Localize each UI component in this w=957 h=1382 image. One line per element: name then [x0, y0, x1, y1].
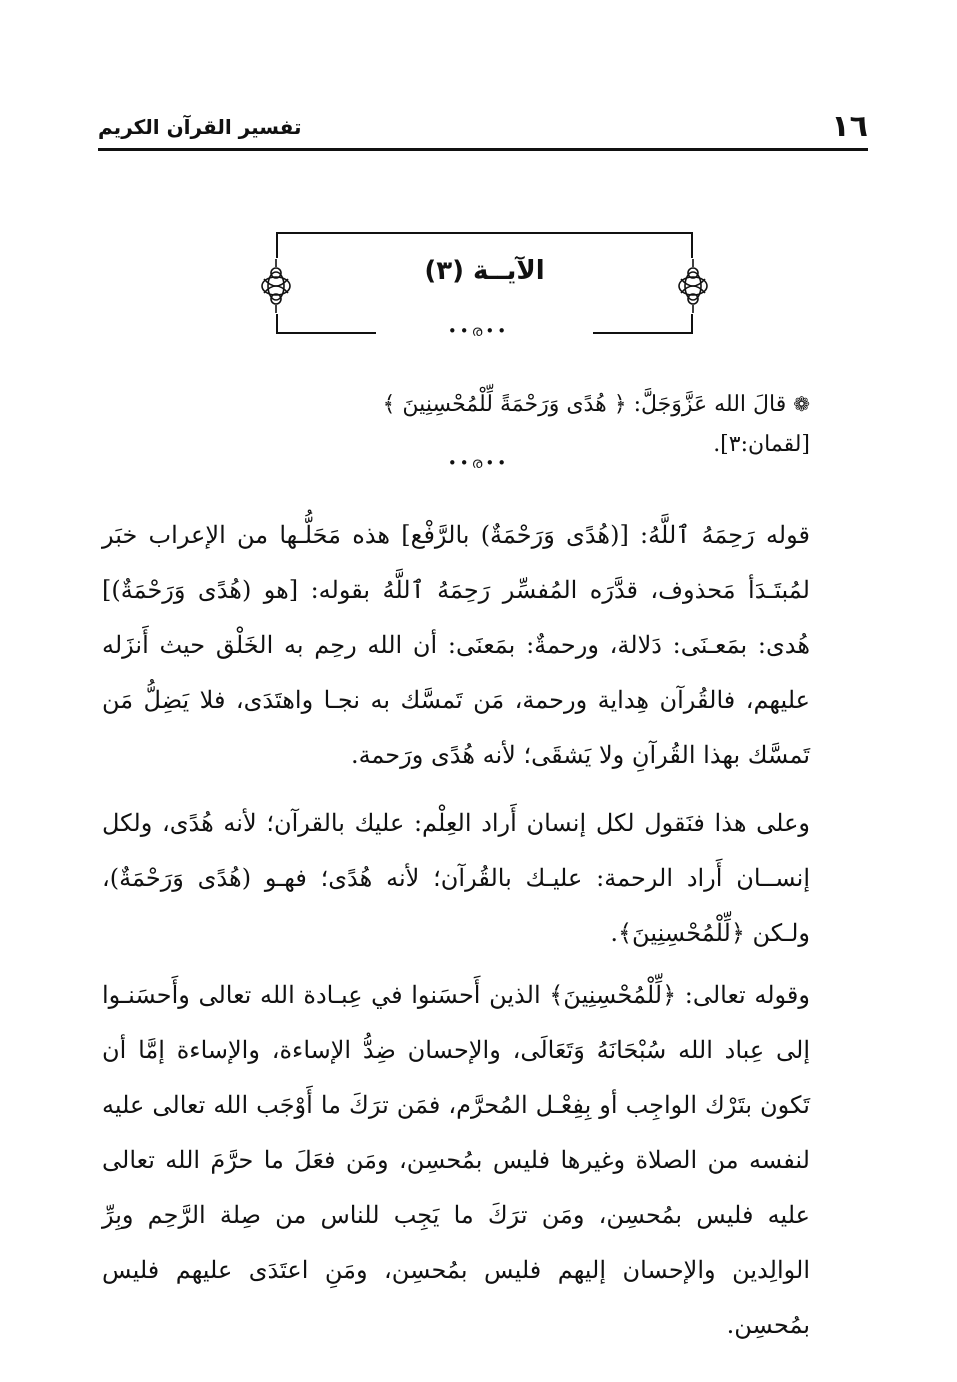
verse-quote	[300, 384, 810, 465]
verse-quote-text: قالَ الله عَزَّوَجَلَّ: ﴿ هُدًى وَرَحْمَةً لِّلْمُحْسِنِينَ ﴾ [لقمان:٣].	[382, 392, 810, 457]
paragraph: وقوله تعالى: ﴿لِّلْمُحْسِنِينَ﴾ الذين أَحسَنوا في عِبـادة الله تعالى وأَحسَنـوا إلى عِباد الله سُبْحَانَهُ وَتَعَالَى، والإحسان ضِدُّ الإساءة، والإساءة إمَّا أن تَكون بتَرْك الواجِب أو بِفِعْـل المُحرَّم، فمَن ترَكَ ما أَوْجَب الله تعالى عليه لنفسه من الصلاة وغيرها فليس بمُحسِن، ومَن فعَلَ ما حرَّمَ الله تعالى عليه فليس بمُحسِن، ومَن ترَكَ ما يَجِب للناس من صِلة الرَّحِم وبِرِّ الوالِدين والإحسان إليهم فليس بمُحسِن، ومَنِ اعتَدَى عليهم فليس بمُحسِن.	[102, 981, 810, 1339]
paragraph: قوله رَحِمَهُ ٱللَّهُ: [(هُدًى وَرَحْمَةٌ) بالرَّفْع] هذه مَحَلُّـها من الإعراب خبَر لمُبتَـدَأ مَحذوف، قدَّرَه المُفسِّر رَحِمَهُ ٱللَّهُ بقوله: [هو (هُدًى وَرَحْمَةٌ)] هُدى: بمَعـنَى: دَلالة، ورحمةٌ: بمَعنَى: أن الله رحِم به الخَلْق حيث أَنزَله عليهم، فالقُرآن هِداية ورحمة، مَن تَمسَّك به نجـا واهتَدَى، فلا يَضِلُّ مَن تَمسَّك بهذا القُرآنِ ولا يَشقَى؛ لأنه هُدًى ورَحمة.	[102, 521, 810, 769]
section-divider: ••ര••	[447, 454, 510, 472]
section-divider: ••ര••	[447, 322, 510, 340]
paragraph: وعلى هذا فنَقول لكل إنسان أَراد العِلْم: عليك بالقرآن؛ لأنه هُدًى، ولكل إنســان أَراد الرحمة: عليـك بالقُرآن؛ لأنه هُدًى؛ فهـو (هُدًى وَرَحْمَةٌ)، ولـكن ﴿لِّلْمُحْسِنِينَ﴾.	[102, 809, 810, 947]
page-number: ١٦	[831, 109, 868, 144]
book-title: تفسير القرآن الكريم	[98, 115, 302, 139]
flower-bullet-icon: ❁	[793, 392, 810, 416]
running-header	[98, 108, 868, 151]
verse-title: الآيــة (٣)	[424, 256, 545, 286]
verse-title-frame	[276, 232, 693, 334]
